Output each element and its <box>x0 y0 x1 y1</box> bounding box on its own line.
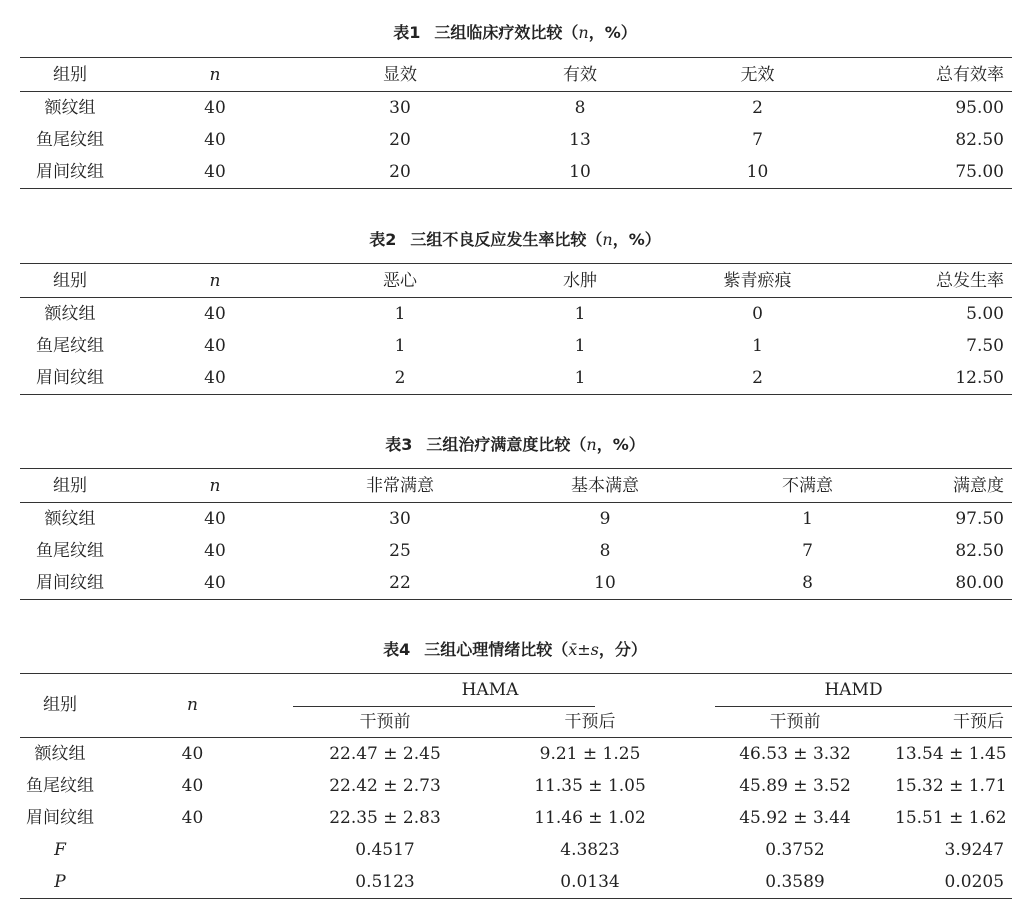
table-cell: 40 <box>120 362 310 395</box>
table1-caption-var: n <box>578 23 589 42</box>
table-cell: 22.35 ± 2.83 <box>329 808 441 828</box>
table-cell: 额纹组 <box>44 98 96 118</box>
table1-header-markedly-effective: 显效 <box>310 58 490 92</box>
table-row <box>20 503 1012 536</box>
table-cell: 眉间纹组 <box>20 156 120 189</box>
table-cell: 8 <box>599 541 611 561</box>
table-cell: 40 <box>204 98 226 118</box>
table-cell: 额纹组 <box>34 744 86 764</box>
table-cell: 80.00 <box>895 567 1012 600</box>
table4-subheader-hama-before: 干预前 <box>285 707 485 738</box>
table-cell: 0.0205 <box>895 866 1012 899</box>
table-cell: 3.9247 <box>944 840 1005 860</box>
table-cell: 22.42 ± 2.73 <box>329 776 441 796</box>
table-cell: 额纹组 <box>44 304 96 324</box>
table-cell: 13.54 ± 1.45 <box>895 744 1007 764</box>
table-cell: 鱼尾纹组 <box>36 541 104 561</box>
table-row <box>20 738 1012 771</box>
table-cell: 1 <box>802 509 813 529</box>
table-row <box>20 330 1012 362</box>
table-cell: 22.47 ± 2.45 <box>329 744 441 764</box>
table-cell: 40 <box>120 156 310 189</box>
table4-caption-tail: ，分） <box>598 640 647 659</box>
table-cell: 9 <box>599 509 611 529</box>
table3-header-satisfaction: 满意度 <box>895 469 1012 503</box>
table2-caption-var: n <box>602 230 613 249</box>
table-cell: 15.51 ± 1.62 <box>895 808 1007 828</box>
table2-caption <box>0 227 1030 250</box>
table4-caption <box>0 637 1030 660</box>
table3-header-very-satisfied: 非常满意 <box>310 469 490 503</box>
table-cell: 13 <box>569 130 591 150</box>
table1-header-n: n <box>120 58 310 92</box>
table1-header-total-rate: 总有效率 <box>845 58 1012 92</box>
table-cell: 5.00 <box>966 304 1004 324</box>
table-cell: 0.3589 <box>695 866 895 899</box>
table4-hama-label: HAMA <box>461 680 519 700</box>
table-cell: 4.3823 <box>560 840 620 860</box>
table1-caption-number: 表1 <box>393 23 421 42</box>
table4-subheader-hama-after: 干预后 <box>485 707 695 738</box>
table-cell: 97.50 <box>955 509 1004 529</box>
table-cell: 2 <box>310 362 490 395</box>
table2-caption-text: 三组不良反应发生率比较（ <box>410 230 603 249</box>
table3-caption-text: 三组治疗满意度比较（ <box>426 435 587 454</box>
table-cell: 40 <box>181 776 204 796</box>
table-row <box>20 92 1012 125</box>
table-cell: 0 <box>752 304 763 324</box>
table4-header-hamd <box>695 674 1012 708</box>
stat-label-p: P <box>20 866 100 899</box>
table-cell: 眉间纹组 <box>20 567 120 600</box>
table-cell: 7 <box>802 541 813 561</box>
table-cell: 20 <box>310 156 490 189</box>
table-cell: 0.0134 <box>485 866 695 899</box>
table2-header-n: n <box>120 264 310 298</box>
table-row <box>20 362 1012 395</box>
table-cell: 40 <box>181 808 204 828</box>
table-cell: 12.50 <box>845 362 1012 395</box>
table-cell: 额纹组 <box>44 509 96 529</box>
table4-caption-text: 三组心理情绪比较（ <box>424 640 569 659</box>
table-cell: 0.4517 <box>355 840 415 860</box>
table-row <box>20 535 1012 567</box>
table-cell: 1 <box>574 336 586 356</box>
table3 <box>20 468 1012 600</box>
table3-caption-tail: ，%） <box>596 435 645 454</box>
table2 <box>20 263 1012 395</box>
table-cell: 30 <box>389 98 411 118</box>
table-cell: 眉间纹组 <box>26 808 94 828</box>
table3-caption-number: 表3 <box>385 435 413 454</box>
table-cell: 9.21 ± 1.25 <box>539 744 641 764</box>
table4-hamd-label: HAMD <box>824 680 883 700</box>
table4-caption-var: x̄±s <box>568 640 599 659</box>
table-row <box>20 567 1012 600</box>
table-cell: 75.00 <box>845 156 1012 189</box>
table1-caption <box>0 20 1030 43</box>
stat-label-f: F <box>54 840 66 860</box>
table1-header-group: 组别 <box>20 58 120 92</box>
table4 <box>20 673 1012 899</box>
table-cell <box>100 866 285 899</box>
table2-caption-number: 表2 <box>369 230 397 249</box>
table3-caption <box>0 432 1030 455</box>
table-cell: 1 <box>490 362 670 395</box>
table-cell: 0.3752 <box>765 840 825 860</box>
table-cell: 鱼尾纹组 <box>36 130 104 150</box>
table3-header-n: n <box>120 469 310 503</box>
table-cell: 40 <box>204 130 226 150</box>
table1-caption-tail: ，%） <box>588 23 637 42</box>
table-cell: 2 <box>670 362 845 395</box>
table-cell: 25 <box>389 541 411 561</box>
table-cell: 45.89 ± 3.52 <box>739 776 851 796</box>
table2-header-total-rate: 总发生率 <box>845 264 1012 298</box>
table-cell: 20 <box>389 130 411 150</box>
table-cell: 22 <box>310 567 490 600</box>
table-cell: 40 <box>181 744 204 764</box>
table4-header-group: 组别 <box>20 674 100 738</box>
table3-header-unsatisfied: 不满意 <box>720 469 895 503</box>
table-row <box>20 124 1012 156</box>
table-cell: 1 <box>394 336 406 356</box>
table-cell: 1 <box>574 304 586 324</box>
table-cell: 11.35 ± 1.05 <box>534 776 646 796</box>
table-cell: 40 <box>204 336 226 356</box>
table-cell: 2 <box>752 98 763 118</box>
table-row <box>20 802 1012 834</box>
table2-header-edema: 水肿 <box>490 264 670 298</box>
table-cell: 鱼尾纹组 <box>26 776 94 796</box>
table-cell: 15.32 ± 1.71 <box>895 776 1007 796</box>
table-cell: 40 <box>204 304 226 324</box>
table-cell: 7.50 <box>966 336 1004 356</box>
table-cell: 10 <box>490 156 670 189</box>
table4-caption-number: 表4 <box>383 640 411 659</box>
table1 <box>20 57 1012 189</box>
table-cell: 46.53 ± 3.32 <box>739 744 851 764</box>
table-cell: 1 <box>394 304 406 324</box>
hamd-underline <box>715 706 1012 707</box>
table-cell: 8 <box>574 98 586 118</box>
table-cell: 10 <box>670 156 845 189</box>
table-cell: 40 <box>204 541 226 561</box>
table-row <box>20 298 1012 331</box>
table2-header-bruise: 紫青瘀痕 <box>670 264 845 298</box>
table-cell: 眉间纹组 <box>20 362 120 395</box>
table4-header-n: n <box>100 674 285 738</box>
table-cell <box>100 834 285 866</box>
hama-underline <box>293 706 595 707</box>
table-cell: 30 <box>389 509 411 529</box>
table-cell: 40 <box>120 567 310 600</box>
table1-header-ineffective: 无效 <box>670 58 845 92</box>
table-cell: 0.5123 <box>285 866 485 899</box>
table-row <box>20 770 1012 802</box>
table1-caption-text: 三组临床疗效比较（ <box>434 23 579 42</box>
table-cell: 11.46 ± 1.02 <box>534 808 646 828</box>
table2-caption-tail: ，%） <box>612 230 661 249</box>
table-cell: 45.92 ± 3.44 <box>739 808 851 828</box>
table3-header-group: 组别 <box>20 469 120 503</box>
table3-caption-var: n <box>586 435 597 454</box>
table-cell: 7 <box>752 130 763 150</box>
table-cell: 82.50 <box>955 541 1004 561</box>
table4-header-hama <box>285 674 695 708</box>
table-row <box>20 156 1012 189</box>
table-row-stat-p <box>20 866 1012 899</box>
table-cell: 8 <box>720 567 895 600</box>
table-cell: 40 <box>204 509 226 529</box>
table3-header-basically-satisfied: 基本满意 <box>490 469 720 503</box>
table4-subheader-hamd-before: 干预前 <box>695 707 895 738</box>
table-row-stat-f <box>20 834 1012 866</box>
table-cell: 10 <box>490 567 720 600</box>
table-cell: 95.00 <box>955 98 1004 118</box>
table4-subheader-hamd-after: 干预后 <box>895 707 1012 738</box>
table-cell: 82.50 <box>955 130 1004 150</box>
table-cell: 1 <box>752 336 763 356</box>
table-cell: 鱼尾纹组 <box>36 336 104 356</box>
table2-header-nausea: 恶心 <box>310 264 490 298</box>
table2-header-group: 组别 <box>20 264 120 298</box>
table1-header-effective: 有效 <box>490 58 670 92</box>
